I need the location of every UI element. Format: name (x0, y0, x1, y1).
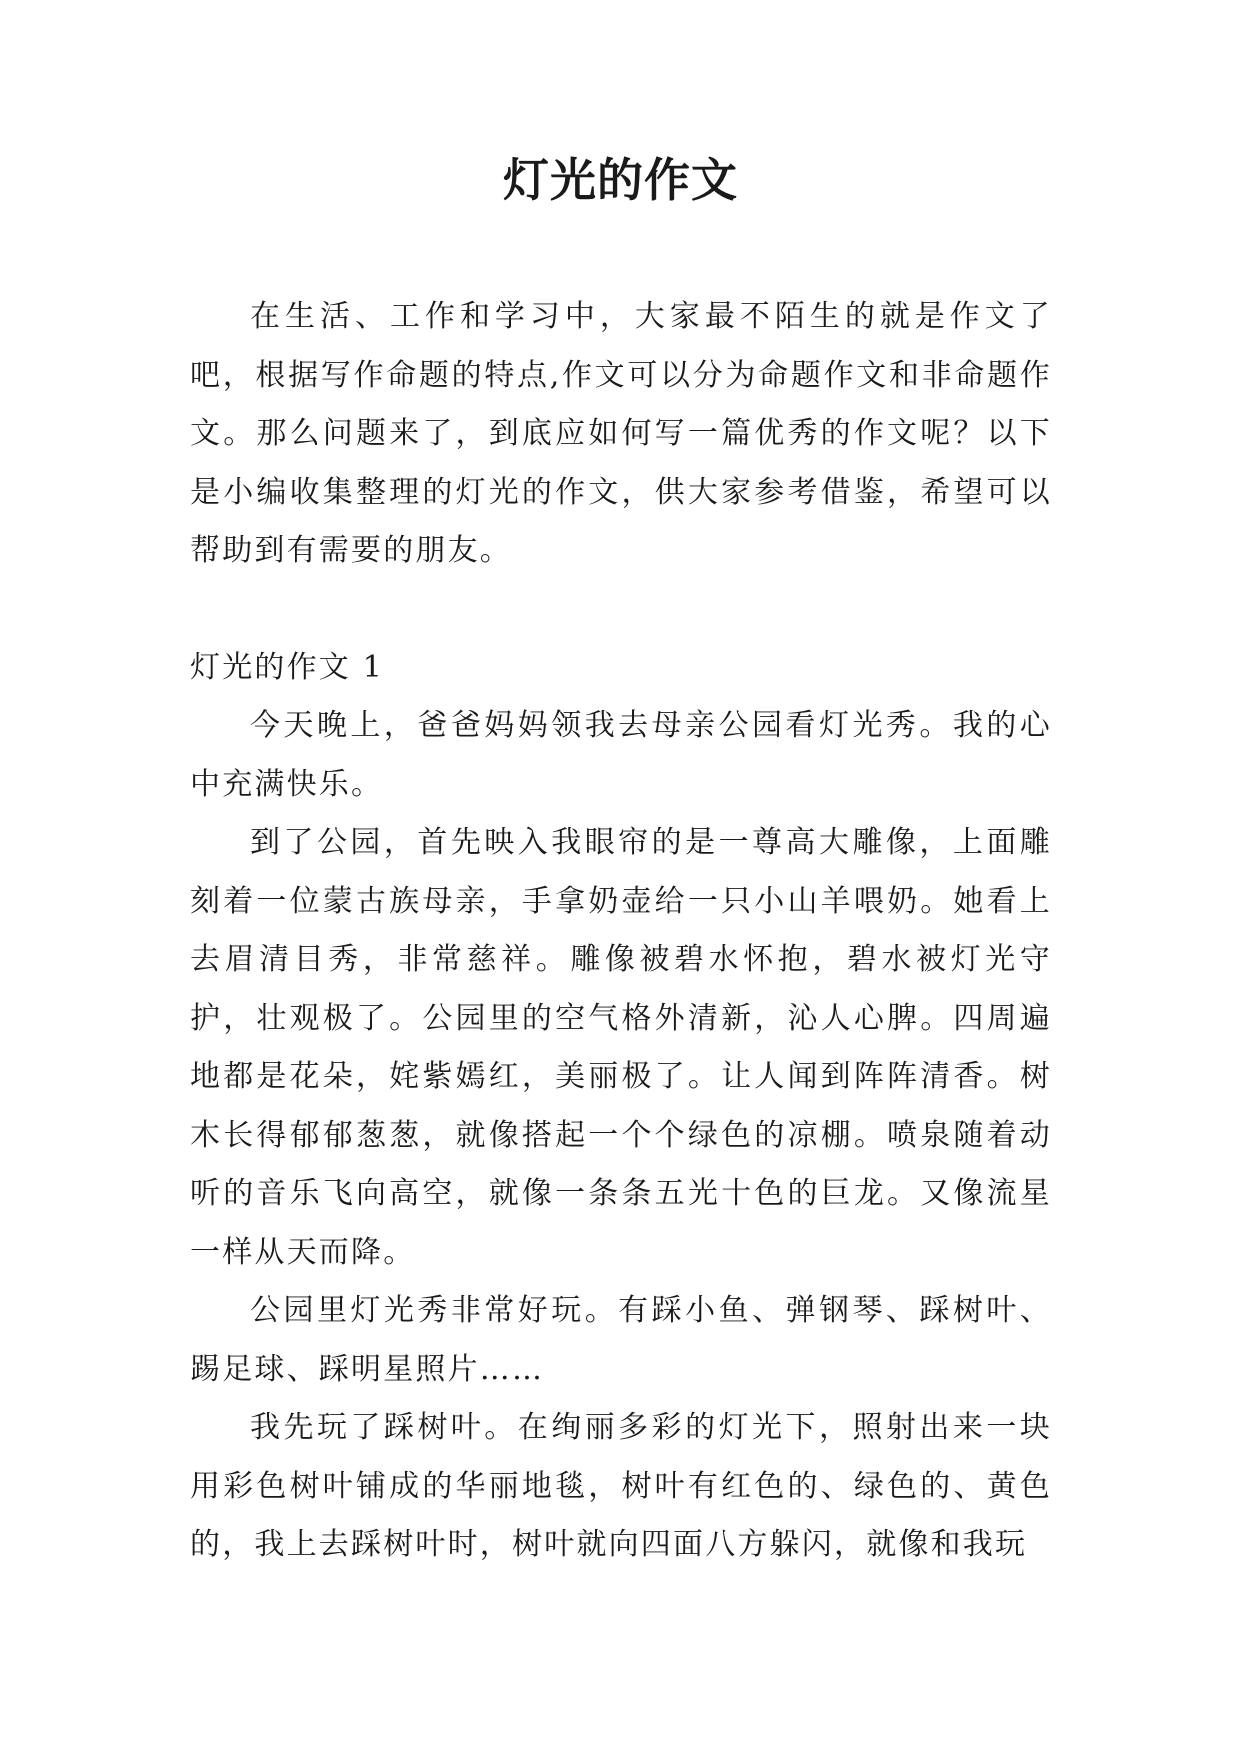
body-paragraph: 到了公园，首先映入我眼帘的是一尊高大雕像，上面雕刻着一位蒙古族母亲，手拿奶壶给一只小山羊喂奶。她看上去眉清目秀，非常慈祥。雕像被碧水怀抱，碧水被灯光守护，壮观极了。公园里的空气格外清新，沁人心脾。四周遍地都是花朵，姹紫嫣红，美丽极了。让人闻到阵阵清香。树木长得郁郁葱葱，就像搭起一个个绿色的凉棚。喷泉随着动听的音乐飞向高空，就像一条条五光十色的巨龙。又像流星一样从天而降。 (190, 825, 1052, 1270)
body-paragraph: 今天晚上，爸爸妈妈领我去母亲公园看灯光秀。我的心中充满快乐。 (190, 708, 1052, 802)
intro-paragraph: 在生活、工作和学习中，大家最不陌生的就是作文了吧，根据写作命题的特点,作文可以分为命题作文和非命题作文。那么问题来了，到底应如何写一篇优秀的作文呢？以下是小编收集整理的灯光的作文，供大家参考借鉴，希望可以帮助到有需要的朋友。 (190, 299, 1052, 568)
document-body (190, 288, 1052, 1575)
document-title: 灯光的作文 (503, 153, 738, 207)
section-heading: 灯光的作文 1 (190, 649, 385, 685)
body-paragraph: 我先玩了踩树叶。在绚丽多彩的灯光下，照射出来一块用彩色树叶铺成的华丽地毯，树叶有红色的、绿色的、黄色的，我上去踩树叶时，树叶就向四面八方躲闪，就像和我玩 (190, 1410, 1052, 1562)
body-paragraph: 公园里灯光秀非常好玩。有踩小鱼、弹钢琴、踩树叶、踢足球、踩明星照片…… (190, 1293, 1052, 1387)
